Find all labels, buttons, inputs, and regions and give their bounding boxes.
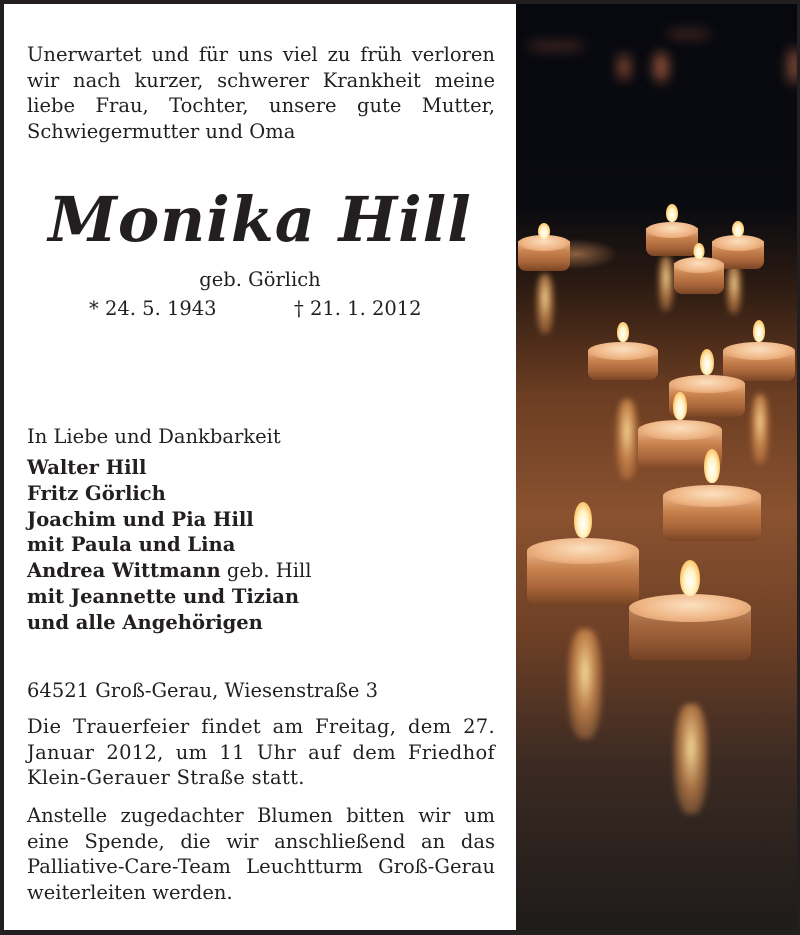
background-light — [618, 54, 630, 80]
mourner-name: Joachim und Pia Hill — [27, 507, 254, 531]
candle-reflection — [726, 264, 742, 314]
candle-reflection — [751, 394, 769, 464]
candle-reflection — [536, 274, 554, 334]
deceased-name: Monika Hill — [48, 183, 472, 256]
death-date: † 21. 1. 2012 — [294, 297, 422, 320]
mourner-name: und alle Angehörigen — [27, 610, 263, 634]
donation-note: Anstelle zugedachter Blumen bitten wir um eine Spende, die wir anschließend an das Palliative-Care-Team Leuchtturm Groß-Gerau weiterleiten werden. — [27, 804, 495, 904]
mourners-list — [27, 455, 311, 636]
address: 64521 Groß-Gerau, Wiesenstraße 3 — [27, 679, 379, 702]
background-light — [654, 52, 668, 82]
mourner-name: mit Jeannette und Tizian — [27, 584, 300, 608]
mourner-name: mit Paula und Lina — [27, 533, 236, 557]
mourner-item — [27, 455, 311, 481]
mourner-name: Andrea Wittmann — [27, 559, 221, 583]
mourner-item — [27, 558, 311, 584]
mourner-item — [27, 481, 311, 507]
background-light — [526, 42, 586, 50]
ceremony-info: Die Trauerfeier findet am Freitag, dem 27. Januar 2012, um 11 Uhr auf dem Friedhof Klein-Gerauer Straße statt. — [27, 715, 495, 789]
mourners-heading: In Liebe und Dankbarkeit — [27, 425, 281, 448]
mourner-item — [27, 584, 311, 610]
candle-reflection — [674, 704, 708, 814]
tealight-candle — [527, 534, 639, 604]
mourner-item — [27, 507, 311, 533]
maiden-name: geb. Görlich — [199, 268, 321, 291]
life-dates — [4, 296, 516, 324]
tealight-candle — [588, 336, 658, 380]
candle-reflection — [568, 629, 602, 739]
tealight-candle — [674, 249, 724, 294]
mourner-name: Walter Hill — [27, 456, 147, 479]
background-light — [666, 30, 711, 38]
intro-text: Unerwartet und für uns viel zu früh verloren wir nach kurzer, schwerer Krankheit meine liebe Frau, Tochter, unsere gute Mutter, Schwiegermutter und Oma — [27, 43, 495, 143]
mourner-item — [27, 532, 311, 558]
candle-reflection — [616, 399, 638, 479]
tealight-candle — [663, 479, 761, 541]
mourner-name: Fritz Görlich — [27, 481, 166, 505]
birth-date: * 24. 5. 1943 — [89, 297, 217, 320]
background-light — [788, 48, 797, 84]
text-panel — [4, 4, 516, 930]
mourner-item — [27, 610, 311, 636]
mourner-maiden-name: geb. Hill — [220, 559, 312, 583]
tealight-candle — [518, 229, 570, 271]
tealight-candle — [629, 590, 751, 660]
candle-reflection — [658, 256, 674, 311]
candles-photo — [516, 4, 797, 930]
